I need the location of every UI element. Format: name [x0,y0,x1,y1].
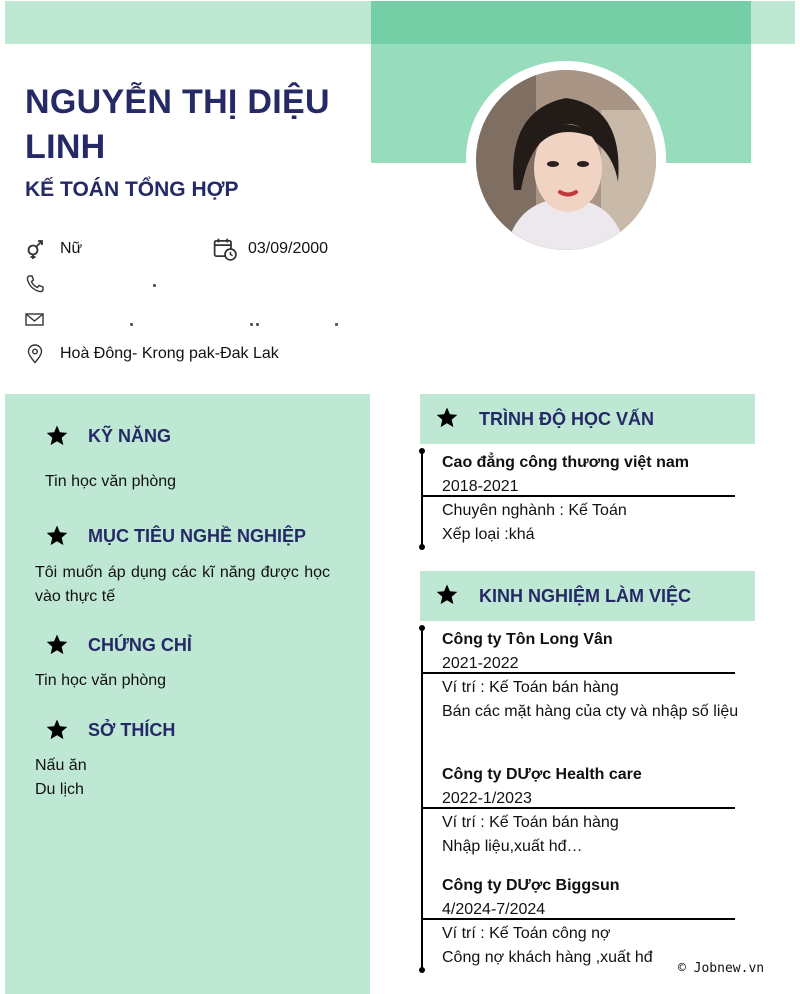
job-position: Ví trí : Kế Toán bán hàng [442,679,619,696]
certificates-title: CHỨNG CHỈ [88,635,192,655]
star-icon [45,524,69,548]
avatar [476,70,656,250]
divider [422,918,735,920]
hobby-item: Du lịch [35,781,84,798]
company-name: Công ty DƯợc Biggsun [442,877,620,894]
certificates-text: Tin học văn phòng [35,672,167,689]
objective-heading [45,524,355,554]
job-position: Ví trí : Kế Toán bán hàng [442,814,619,831]
star-icon [45,424,69,448]
job-description: Nhập liệu,xuất hđ… [442,838,583,855]
timeline-dot [419,625,425,631]
candidate-name: NGUYỄN THỊ DIỆU LINH [25,83,330,166]
education-title: TRÌNH ĐỘ HỌC VẤN [479,409,654,429]
address-value: Hoà Đông- Krong pak-Đak Lak [60,345,279,362]
objective-title: MỤC TIÊU NGHỀ NGHIỆP [88,526,307,546]
phone-value-masked [55,284,165,287]
education-heading [420,394,755,444]
education-timeline [421,451,423,547]
gender-value: Nữ [60,240,83,257]
calendar-icon [213,237,237,261]
avatar-portrait [476,70,656,250]
skills-heading [45,424,345,454]
timeline-dot [419,967,425,973]
skills-title: KỸ NĂNG [88,426,172,446]
star-icon [435,583,459,607]
hobbies-heading [45,718,345,748]
divider [422,672,735,674]
school-name: Cao đẳng công thương việt nam [442,454,689,471]
education-grade: Xếp loại :khá [442,526,535,543]
divider [422,807,735,809]
gender-icon [25,239,45,259]
job-period: 4/2024-7/2024 [442,901,546,918]
job-period: 2022-1/2023 [442,790,532,807]
email-value-masked [55,323,345,326]
hobbies-title: SỞ THÍCH [88,720,176,740]
experience-title: KINH NGHIỆM LÀM VIỆC [479,586,692,606]
objective-text: Tôi muốn áp dụng các kĩ năng được học vào thực tế [35,564,330,605]
email-row [25,308,345,332]
star-icon [435,406,459,430]
experience-heading [420,571,755,621]
divider [422,495,735,497]
job-description: Bán các mặt hàng của cty và nhập số liệu [442,703,739,720]
certificates-heading [45,633,345,663]
company-name: Công ty Tôn Long Vân [442,631,613,648]
star-icon [45,633,69,657]
birthday-row [213,237,343,261]
skills-text: Tin học văn phòng [45,473,177,490]
timeline-dot [419,544,425,550]
job-description: Công nợ khách hàng ,xuất hđ [442,949,653,966]
phone-icon [25,274,45,294]
company-name: Công ty DƯợc Health care [442,766,642,783]
address-row [25,342,345,366]
gender-row [25,237,195,261]
photo-backdrop-strip [371,1,751,44]
education-period: 2018-2021 [442,478,519,495]
location-pin-icon [25,344,45,364]
timeline-dot [419,448,425,454]
job-position: Ví trí : Kế Toán công nợ [442,925,611,942]
mail-icon [25,310,45,330]
watermark: © Jobnew.vn [678,961,765,976]
education-major: Chuyên nghành : Kế Toán [442,502,627,519]
star-icon [45,718,69,742]
hobby-item: Nấu ăn [35,757,87,774]
job-title: KẾ TOÁN TỔNG HỢP [25,178,239,201]
birthday-value: 03/09/2000 [248,240,329,257]
job-period: 2021-2022 [442,655,519,672]
